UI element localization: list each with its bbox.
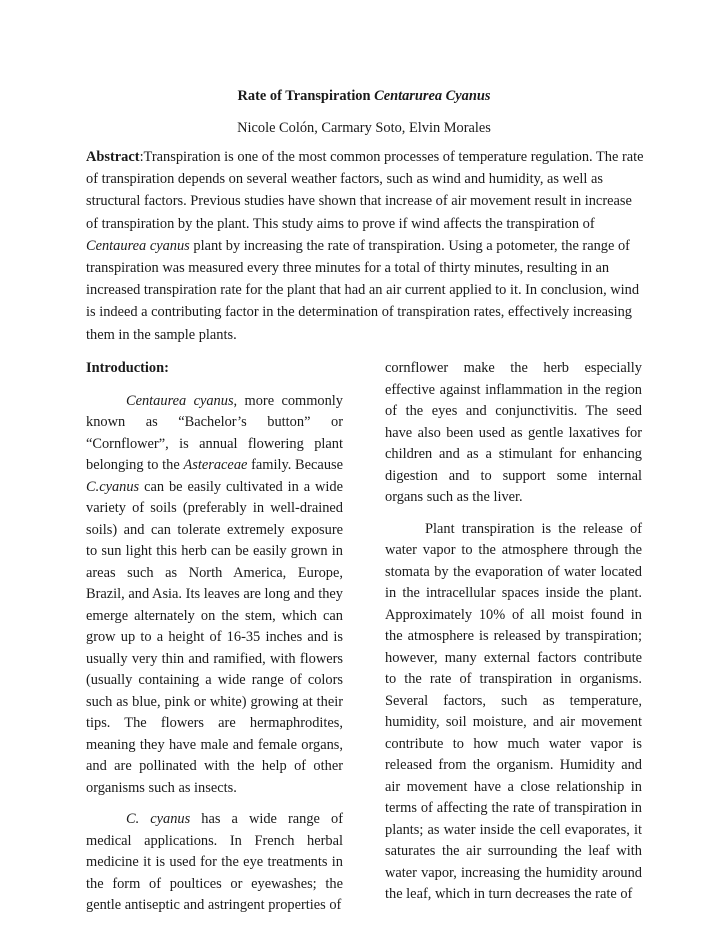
title-main: Rate of Transpiration bbox=[237, 88, 375, 104]
introduction-heading: Introduction: bbox=[86, 360, 169, 376]
abstract bbox=[86, 146, 646, 346]
intro-paragraph-3: Plant transpiration is the release of water vapor to the atmosphere through the stomata by the evaporation of water located in the intracellular spaces inside the plant. Approximately 10% of all moist found in the atmosphere is released by transpiration; however, many external factors contribute to the rate of transpiration in organisms. Several factors, such as temperature, humidity, soil moisture, and air movement contribute to how much water vapor is released from the organism. Humidity and air movement have a close relationship in terms of affecting the rate of transpiration in plants; as water inside the cell evaporates, it saturates the air surrounding the leaf with water vapor, increasing the humidity around the leaf, which in turn decreases the rate of bbox=[385, 520, 642, 902]
p1-text-1: , more commonly known as “Bachelor’s button” or “Cornflower”, is annual flowering plant belonging to the bbox=[86, 392, 343, 473]
p1-species: Centaurea cyanus bbox=[126, 392, 234, 409]
intro-paragraph-2 bbox=[86, 809, 343, 917]
p1-text-3: can be easily cultivated in a wide variety of soils (preferably in well-drained soils) and can tolerate extremely exposure to sun light this herb can be easily grown in areas such as North America, Europe, Brazil, and Asia. Its leaves are long and they emerge alternately on the stem, which can grow up to a height of 16-35 inches and is usually very thin and ramified, with flowers (usually containing a wide range of colors such as blue, pink or white) growing at their tips. The flowers are hermaphrodites, meaning they have male and female organs, and are pollinated with the help of other organisms such as insects. bbox=[86, 478, 343, 796]
p2-species: C. cyanus bbox=[126, 811, 191, 827]
p1-text-2: family. Because bbox=[247, 457, 343, 473]
paragraph-gap bbox=[86, 799, 343, 809]
author-list: Nicole Colón, Carmary Soto, Elvin Morales bbox=[237, 120, 491, 136]
left-column bbox=[86, 358, 343, 917]
title-species: Centarurea Cyanus bbox=[374, 88, 491, 104]
paper-title bbox=[0, 86, 728, 106]
p2-text-1: has a wide range of medical applications. In French herbal medicine it is used for the eye treatments in the form of poultices or eyewashes; the gentle antiseptic and astringent properties of bbox=[86, 811, 343, 913]
paragraph-gap bbox=[385, 509, 642, 519]
abstract-text-2: plant by increasing the rate of transpiration. Using a potometer, the range of transpiration was measured every three minutes for a total of thirty minutes, resulting in an increased transpiration rate for the plant that had an air current applied to it. In conclusion, wind is indeed a contributing factor in the determination of transpiration rates, effectively increasing them in the sample plants. bbox=[86, 237, 640, 343]
abstract-text-1: :Transpiration is one of the most common processes of temperature regulation. The rate of transpiration depends on several weather factors, such as wind and humidity, as well as structural factors. Previous studies have shown that increase of air movement result in increase of transpiration by the plant. This study aims to prove if wind affects the transpiration of bbox=[86, 149, 644, 232]
abstract-species: Centaurea cyanus bbox=[86, 237, 190, 254]
p1-family: Asteraceae bbox=[183, 457, 248, 473]
intro-paragraph-1 bbox=[86, 391, 343, 800]
intro-paragraph-2-continued: cornflower make the herb especially effective against inflammation in the region of the eyes and conjunctivitis. The seed have also been used as gentle laxatives for children and as a stimulant for enhancing digestion and to support some internal organs such as the liver. bbox=[385, 360, 642, 505]
p1-species-short: C.cyanus bbox=[86, 478, 140, 495]
right-column bbox=[385, 358, 642, 906]
abstract-label: Abstract bbox=[86, 149, 140, 165]
